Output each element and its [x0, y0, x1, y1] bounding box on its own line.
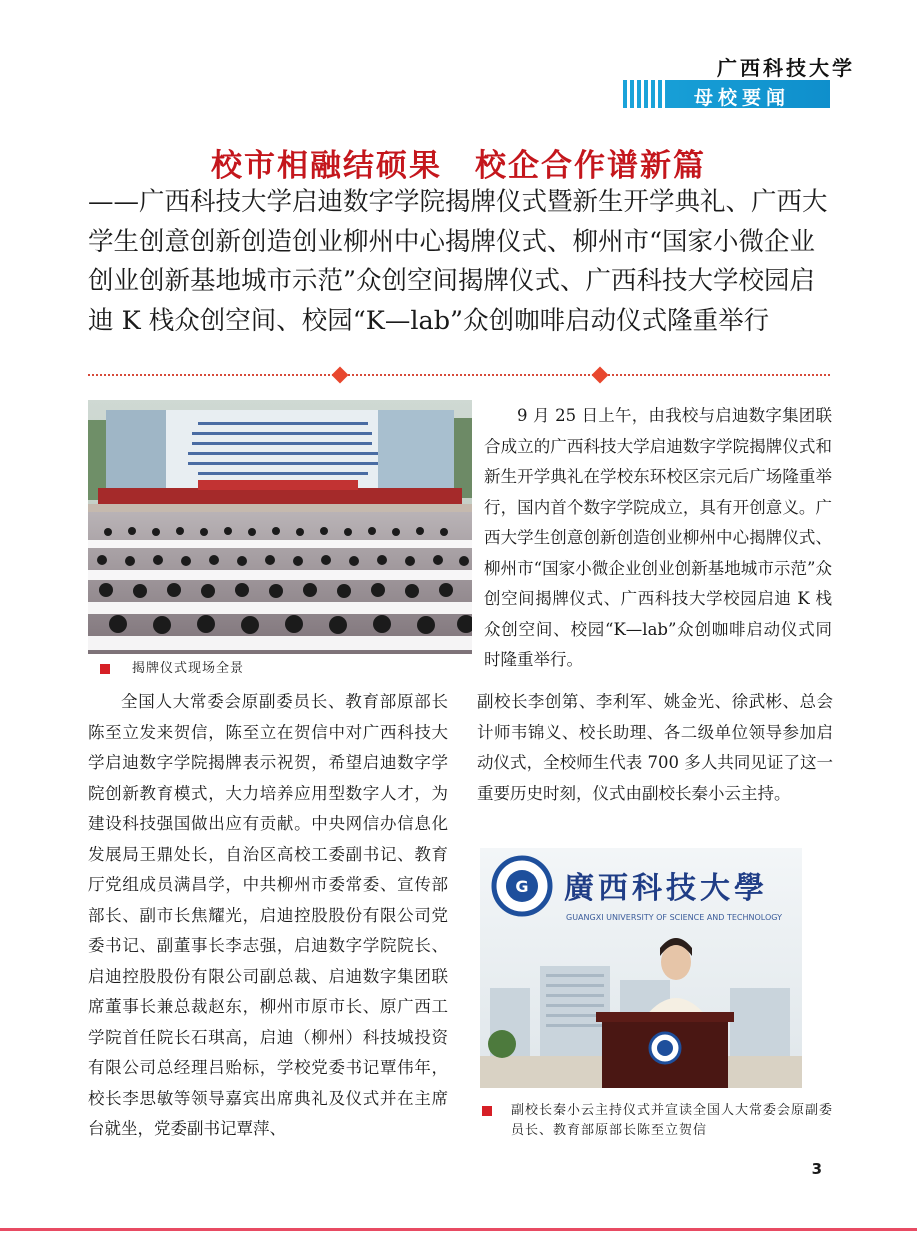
article-subtitle: ——广西科技大学启迪数字学院揭牌仪式暨新生开学典礼、广西大学生创意创新创造创业柳州中心揭牌仪式、柳州市“国家小微企业创业创新基地城市示范”众创空间揭牌仪式、广西科技大学校园启迪 K 栈众创空间、校园“K—lab”众创咖啡启动仪式隆重举行: [88, 187, 828, 336]
dotted-divider: [88, 374, 830, 376]
banner-university-name: 廣西科技大學: [564, 871, 768, 906]
banner-stripes: [620, 80, 666, 108]
page-number: 3: [811, 1160, 822, 1178]
magazine-name: 广西科技大学: [717, 56, 855, 80]
bottom-rule: [0, 1228, 917, 1231]
caption-marker-icon: [482, 1106, 492, 1116]
svg-text:G: G: [515, 877, 529, 896]
ceremony-panorama-photo: [88, 400, 472, 654]
paragraph-text: 全国人大常委会原副委员长、教育部原部长陈至立发来贺信，陈至立在贺信中对广西科技大学启迪数字学院揭牌表示祝贺，希望启迪数字学院创新教育模式，大力培养应用型数字人才，为建设科技强国做出应有贡献。中央网信办信息化发展局王鼎处长，自治区高校工委副书记、教育厅党组成员满昌学，中共柳州市委常委、宣传部部长、副市长焦耀光，启迪控股股份有限公司党委书记、副董事长李志强，启迪数字学院院长、启迪控股股份有限公司副总裁、启迪数字集团联席董事长兼总裁赵东，柳州市原市长、原广西工学院首任院长石琪高，启迪（柳州）科技城投资有限公司总经理吕贻标，学校党委书记覃伟年，校长李思敏等领导嘉宾出席典礼及仪式并在主席台就坐，党委副书记覃萍、: [88, 692, 448, 1138]
caption-marker-icon: [100, 664, 110, 674]
article-paragraph: [88, 687, 448, 1145]
section-banner: [620, 80, 830, 108]
photo-caption: 揭牌仪式现场全景: [132, 661, 245, 676]
speaker-podium-photo: [480, 848, 802, 1088]
section-label: 母校要闻: [693, 87, 790, 109]
article-headline: 校市相融结硕果 校企合作谱新篇: [211, 148, 706, 184]
paragraph-text: 副校长李创第、李利军、姚金光、徐武彬、总会计师韦锦义、校长助理、各二级单位领导参加启动仪式，全校师生代表 700 多人共同见证了这一重要历史时刻，仪式由副校长秦小云主持。: [477, 692, 833, 803]
article-paragraph: [484, 401, 832, 676]
paragraph-text: 9 月 25 日上午，由我校与启迪数字集团联合成立的广西科技大学启迪数字学院揭牌仪式和新生开学典礼在学校东环校区宗元后广场隆重举行，国内首个数字学院成立，具有开创意义。广西大学生创意创新创造创业柳州中心揭牌仪式、柳州市“国家小微企业创业创新基地城市示范”众创空间揭牌仪式、广西科技大学校园启迪 K 栈众创空间、校园“K—lab”众创咖啡启动仪式同时隆重举行。: [484, 406, 832, 669]
divider-diamond-icon: [332, 367, 349, 384]
banner-university-subtext: GUANGXI UNIVERSITY OF SCIENCE AND TECHNOLOGY: [566, 913, 782, 922]
photo-caption: 副校长秦小云主持仪式并宣读全国人大常委会原副委员长、教育部原部长陈至立贺信: [511, 1103, 834, 1138]
divider-diamond-icon: [592, 367, 609, 384]
article-paragraph-continued: [477, 687, 833, 809]
